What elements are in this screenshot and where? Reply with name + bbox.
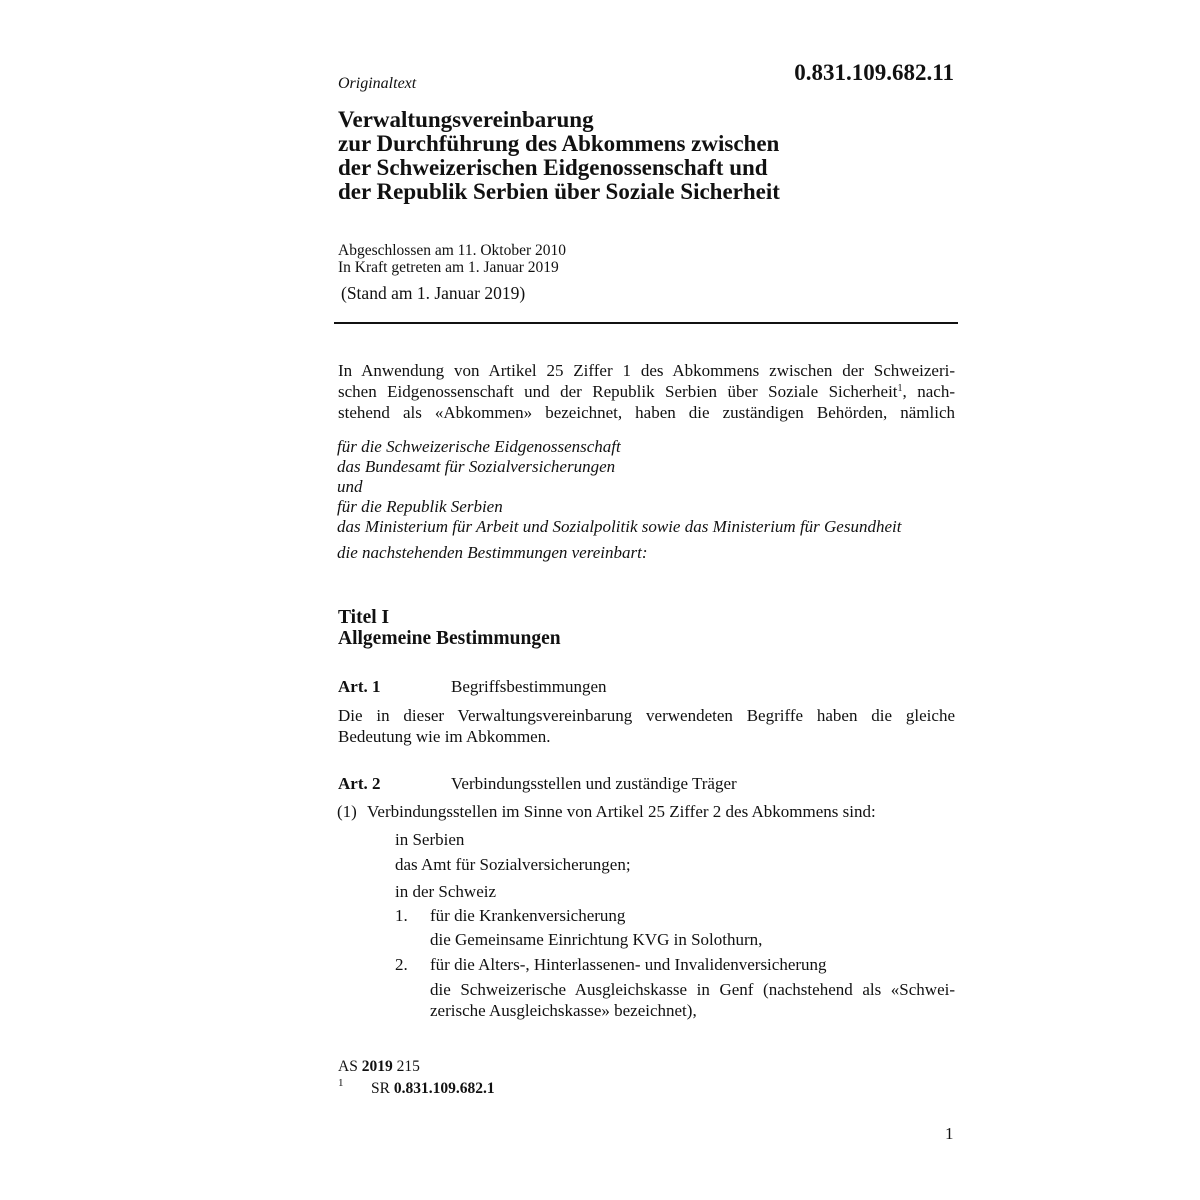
list-body-line: die Schweizerische Ausgleichskasse in Genf (nachstehend als «Schwei-: [430, 980, 955, 999]
article-1-heading: [338, 677, 958, 697]
title-heading: [338, 607, 561, 649]
document-title: [338, 108, 780, 204]
concluded-date: Abgeschlossen am 11. Oktober 2010: [338, 242, 567, 259]
article-name: Begriffsbestimmungen: [451, 677, 607, 696]
article-number: Art. 2: [338, 774, 381, 793]
list-label: für die Krankenversicherung: [430, 906, 626, 925]
intro-line: stehend als «Abkommen» bezeichnet, haben die zuständigen Behörden, nämlich: [338, 403, 955, 422]
header-divider: [334, 322, 958, 324]
list-body: [430, 979, 955, 1021]
status-date: (Stand am 1. Januar 2019): [341, 283, 526, 303]
party-line: das Ministerium für Arbeit und Sozialpolitik sowie das Ministerium für Gesundheit: [337, 517, 902, 536]
serbia-body: das Amt für Sozialversicherungen;: [395, 855, 631, 874]
as-year: 2019: [361, 1058, 393, 1075]
list-number: 2.: [395, 955, 408, 974]
sr-number: 0.831.109.682.11: [794, 60, 954, 85]
paragraph-mark: (1): [337, 802, 357, 821]
list-number: 1.: [395, 906, 408, 925]
party-line: das Bundesamt für Sozialversicherungen: [337, 457, 616, 476]
title-line: zur Durchführung des Abkommens zwischen: [338, 131, 780, 156]
list-body-line: zerische Ausgleichskasse» bezeichnet),: [430, 1001, 697, 1020]
list-item: [395, 955, 915, 977]
article-name: Verbindungsstellen und zuständige Träger: [451, 774, 737, 793]
party-line: für die Schweizerische Eidgenossenschaft: [337, 437, 621, 456]
article-number: Art. 1: [338, 677, 381, 696]
intro-line: [338, 381, 955, 402]
party-line: und: [337, 477, 363, 496]
footnote-ref[interactable]: 1: [897, 383, 903, 394]
in-force-date: In Kraft getreten am 1. Januar 2019: [338, 259, 559, 276]
title-number: Titel I: [338, 607, 390, 628]
intro-paragraph: [338, 360, 955, 423]
footnote-prefix: SR: [371, 1080, 390, 1097]
list-label: für die Alters-, Hinterlassenen- und Invalidenversicherung: [430, 955, 827, 974]
document-meta: [338, 242, 566, 276]
footnote-mark: 1: [338, 1077, 344, 1089]
intro-text: , nach-: [902, 382, 955, 401]
intro-text: schen Eidgenossenschaft und der Republik Serbien über Soziale Sicherheit: [338, 382, 898, 401]
as-prefix: AS: [338, 1058, 358, 1075]
swiss-label: in der Schweiz: [395, 882, 497, 901]
article-1-text: [338, 705, 955, 747]
paragraph-text: Verbindungsstellen im Sinne von Artikel 25 Ziffer 2 des Abkommens sind:: [367, 802, 876, 821]
page-number: 1: [945, 1124, 954, 1143]
as-reference: [338, 1058, 420, 1076]
serbia-label: in Serbien: [395, 830, 465, 849]
parties-block: [337, 437, 901, 563]
as-page: 215: [396, 1058, 420, 1075]
agreed-line: die nachstehenden Bestimmungen vereinbart:: [337, 543, 648, 562]
list-item: [395, 906, 895, 928]
intro-line: In Anwendung von Artikel 25 Ziffer 1 des Abkommens zwischen der Schweizeri-: [338, 361, 955, 380]
article-line: Die in dieser Verwaltungsvereinbarung verwendeten Begriffe haben die gleiche: [338, 706, 955, 725]
list-body: die Gemeinsame Einrichtung KVG in Solothurn,: [430, 930, 763, 949]
paragraph-1: [337, 802, 876, 822]
footnote-number: 0.831.109.682.1: [393, 1080, 495, 1097]
title-line: Verwaltungsvereinbarung: [338, 107, 594, 132]
party-line: für die Republik Serbien: [337, 497, 503, 516]
original-text-label: Originaltext: [338, 75, 417, 92]
footnote-text: [371, 1080, 495, 1098]
article-line: Bedeutung wie im Abkommen.: [338, 727, 551, 746]
title-line: der Schweizerischen Eidgenossenschaft und: [338, 155, 768, 180]
title-line: der Republik Serbien über Soziale Sicherheit: [338, 179, 780, 204]
article-2-heading: [338, 774, 958, 794]
title-name: Allgemeine Bestimmungen: [338, 628, 561, 649]
